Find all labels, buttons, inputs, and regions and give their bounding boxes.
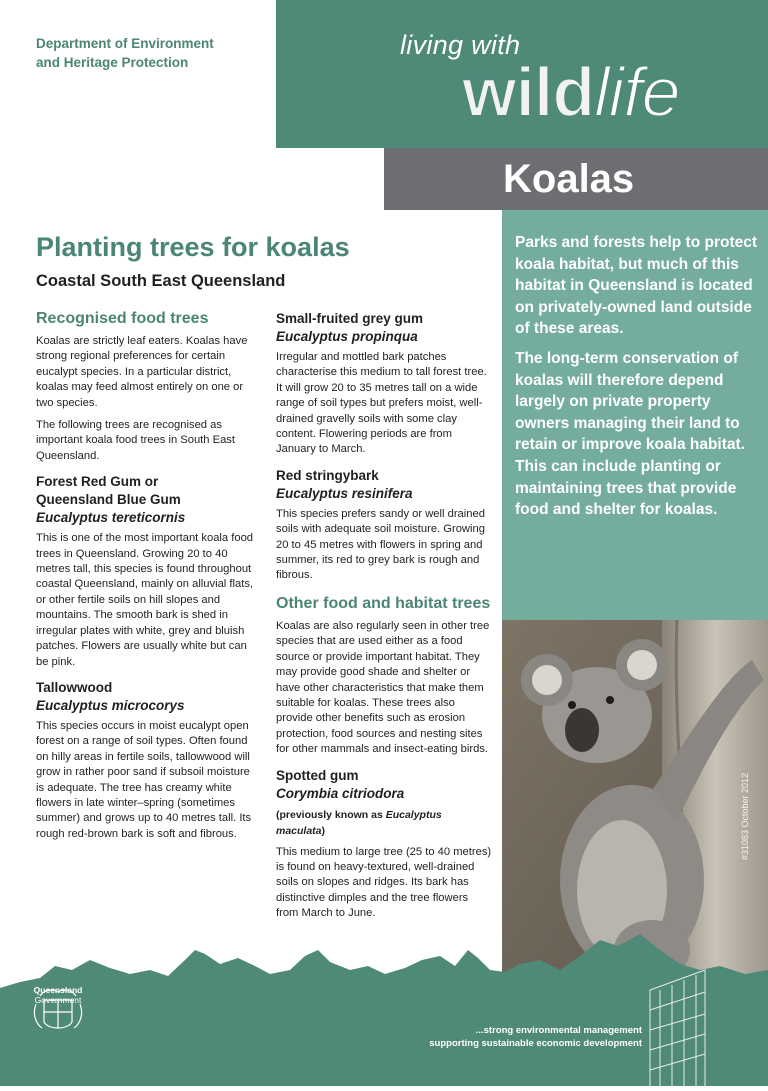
callout-paragraph-1: Parks and forests help to protect koala habitat, but much of this habitat in Queensland is located on privately-owned land outside of these areas. [515, 234, 758, 338]
species-name-forest-red-gum: Forest Red Gum or [36, 474, 159, 490]
mountain-silhouette [0, 930, 768, 1086]
gov-line-2: Government [34, 995, 82, 1005]
section-heading-other-trees: Other food and habitat trees [276, 594, 491, 612]
department-line-1: Department of Environment [36, 36, 214, 51]
series-wild: wild [462, 53, 595, 131]
gov-line-1: Queensland [33, 985, 83, 995]
species-scientific-microcorys: Eucalyptus microcorys [36, 697, 185, 713]
species-description-spotted-gum: This medium to large tree (25 to 40 metres) is found on heavy-textured, well-drained soils on slopes and ridges. Its bark has distinctive dimples and the tree flowers from March to June. [276, 845, 492, 920]
queensland-government-logo [28, 985, 88, 1005]
section-heading-food-trees: Recognised food trees [36, 310, 209, 327]
species-description-grey-gum: Irregular and mottled bark patches characterise this medium to tall forest tree. It will grow 20 to 35 metres tall on a wide range of soil types but prefers moist, well-drained gravelly soils with some clay content. Flowering periods are from January to March. [276, 351, 487, 456]
species-scientific-citriodora: Corymbia citriodora [276, 785, 405, 801]
species-description-forest-red-gum: This is one of the most important koala food trees in Queensland. Growing 20 to 40 metres tall, this species is found throughout coastal Queensland, mainly on alluvial flats, or other fertile soils on hill slopes and mountains. The smooth bark is shed in irregular plates with white, grey and bluish patches. Flowers are usually white but can be pink. [36, 532, 254, 668]
previously-known-note: (previously known as Eucalyptus maculata) [276, 808, 442, 837]
series-life: life [594, 53, 680, 131]
page-subtitle: Coastal South East Queensland [36, 272, 286, 290]
species-description-tallowwood: This species occurs in moist eucalypt open forest on a range of soil types. Often found on hilly areas in fertile soils, tallowwood will grow in rather poor sand if subsoil moisture is adequate. The tree has creamy white flowers in late winter–spring (sometimes summer) and grows up to 40 metres tall. Its rough red-brown bark is soft and fibrous. [36, 719, 252, 840]
page-title: Planting trees for koalas [36, 232, 350, 262]
species-name-qld-blue-gum: Queensland Blue Gum [36, 492, 181, 508]
species-name-spotted-gum: Spotted gum [276, 767, 359, 783]
species-name-red-stringybark: Red stringybark [276, 467, 379, 483]
callout-paragraph-2: The long-term conservation of koalas will therefore depend largely on private property owners managing their land to retain or improve koala habitat. This can include planting or maintaining trees that provide food and shelter for koalas. [515, 349, 745, 519]
species-name-small-fruited-grey-gum: Small-fruited grey gum [276, 311, 424, 326]
series-logo [462, 52, 680, 132]
footer-band [0, 930, 768, 1086]
species-scientific-propinqua: Eucalyptus propinqua [276, 329, 418, 344]
intro-paragraph-1: Koalas are strictly leaf eaters. Koalas have strong regional preferences for certain eucalypt species. In a particular district, koalas may feed almost entirely on one or two species. [36, 335, 248, 409]
species-description-red-stringybark: This species prefers sandy or well drained soils with adequate soil moisture. Growing 20 to 45 metres with flowers in spring and summer, its red to grey bark is rough and fibrous. [276, 507, 485, 582]
series-prefix: living with [400, 30, 521, 60]
department-name [36, 34, 266, 72]
photo-credit: #31083 October 2012 [740, 772, 750, 860]
other-trees-paragraph: Koalas are also regularly seen in other tree species that are used either as a food source or provide important habitat. They may provide good shade and shelter or have other characteristics that make them suitable for koalas. These trees also provide other benefits such as erosion protection, food sources and nesting sites for other mammals and insect-eating birds. [276, 619, 490, 756]
left-column [36, 308, 256, 849]
topic-title: Koalas [503, 157, 635, 201]
species-scientific-tereticornis: Eucalyptus tereticornis [36, 510, 186, 526]
species-scientific-resinifera: Eucalyptus resinifera [276, 485, 413, 501]
species-name-tallowwood: Tallowwood [36, 679, 113, 695]
middle-column [276, 308, 492, 929]
department-line-2: and Heritage Protection [36, 55, 189, 70]
footer-tagline [400, 1024, 642, 1050]
intro-paragraph-2: The following trees are recognised as important koala food trees in South East Queensland. [36, 419, 236, 462]
tagline-line-1: ...strong environmental management [475, 1025, 642, 1036]
callout-text [515, 232, 761, 529]
tagline-line-2: supporting sustainable economic development [429, 1038, 642, 1049]
